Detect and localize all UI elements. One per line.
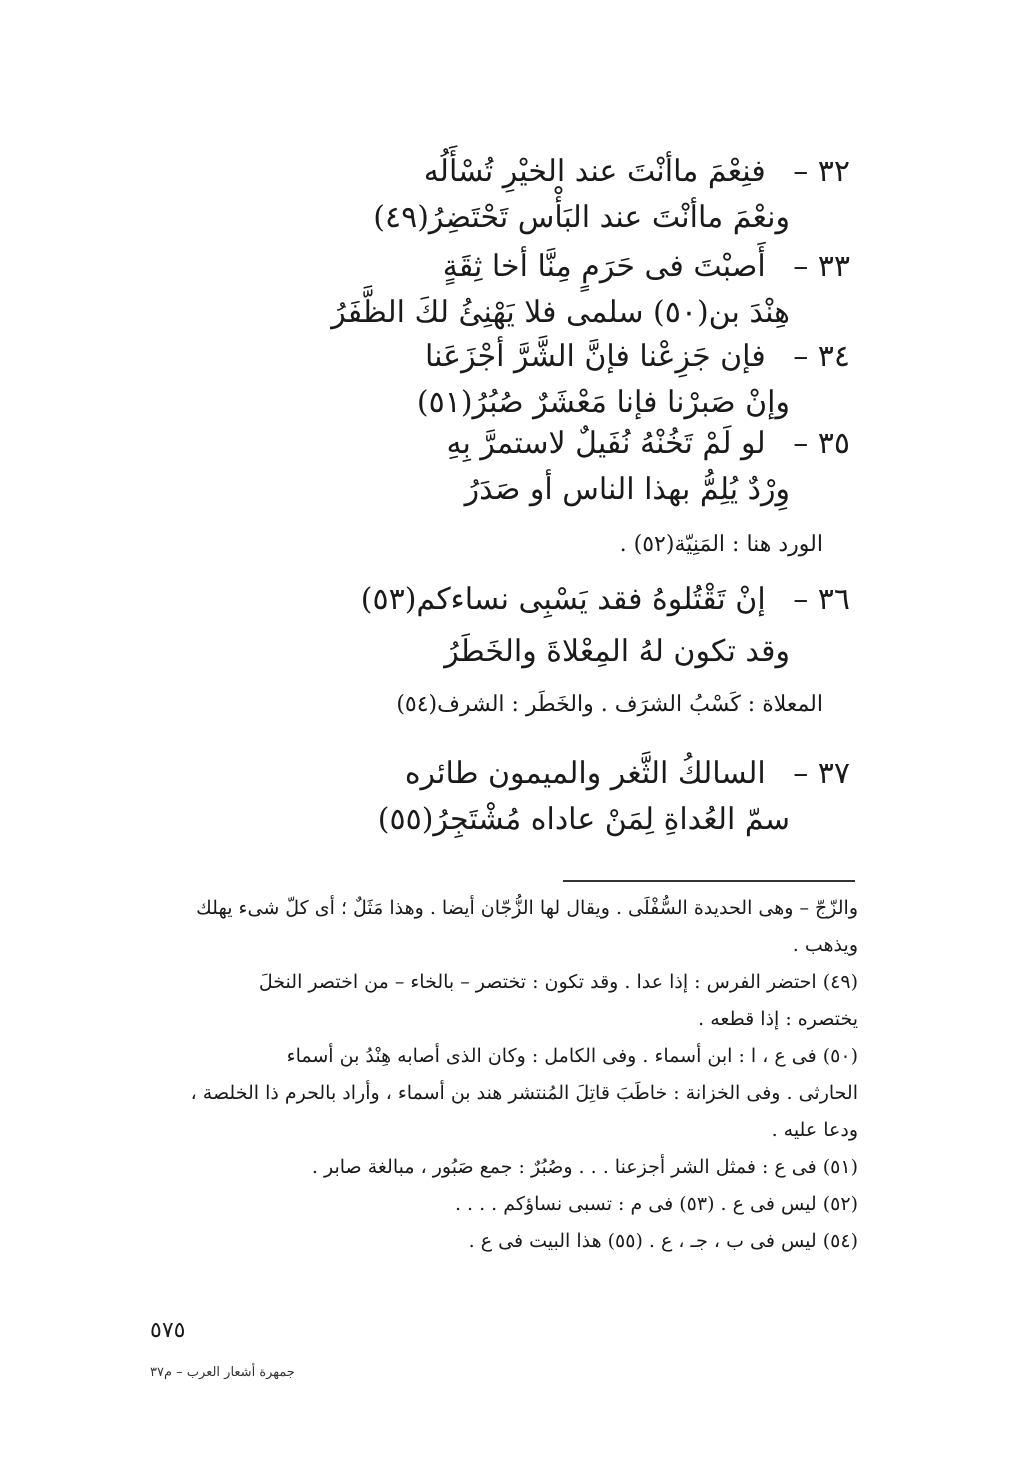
verse-first-hemistich xyxy=(190,335,850,379)
verse-first-hemistich xyxy=(190,422,850,466)
footnote-line: (٥١) فى ع : فمثل الشر أجزعنا . . . وصُبُرٌ : جمع صَبُور ، مبالغة صابر . xyxy=(311,1156,858,1178)
verse-first-hemistich xyxy=(190,578,850,622)
verse-37 xyxy=(150,752,850,848)
verse-second-hemistich: هِنْدَ بن(٥٠) سلمى فلا يَهْنِئُ لكَ الظَّفَرُ xyxy=(331,295,790,330)
footnote-line: والزّجّ – وهى الحديدة السُّفْلَى . ويقال لها الزُّجّان أيضا . وهذا مَثَلٌ ؛ أى كلّ شىء يهلك xyxy=(196,897,858,919)
hemistich-text: السالكُ الثَّغر والميمون طائره xyxy=(404,756,766,791)
gloss-line: المعلاة : كَسْبُ الشرَف . والخَطَر : الشرف(٥٤) xyxy=(396,692,823,717)
verse-second-hemistich: وقد تكون لهُ المِعْلاةَ والخَطَرُ xyxy=(444,634,790,669)
hemistich-text: لو لَمْ تَخُنْهُ نُفَيلٌ لاستمرَّ بِهِ xyxy=(446,426,766,461)
footnote-separator xyxy=(563,880,855,882)
verse-35 xyxy=(150,422,850,518)
hemistich-text: أَصبْتَ فى حَرَمٍ مِنَّا أخا ثِقَةٍ xyxy=(442,249,766,284)
verse-36 xyxy=(150,578,850,674)
verse-33 xyxy=(150,245,850,341)
verse-second-hemistich: وإنْ صَبرْنا فإنا مَعْشَرٌ صُبُرُ(٥١) xyxy=(416,385,790,420)
footnote-line: (٥٢) ليس فى ع . (٥٣) فى م : تسبى نساؤكم . . . . xyxy=(454,1193,858,1215)
hemistich-text: فنِعْمَ ماأنْتَ عند الخيْرِ تُسْأَلُه xyxy=(423,154,766,189)
verse-number: ٣٦ – xyxy=(793,582,850,617)
verse-number: ٣٢ – xyxy=(793,154,850,189)
footnote-line: يختصره : إذا قطعه . xyxy=(698,1008,858,1030)
verse-number: ٣٧ – xyxy=(793,756,850,791)
footnote-line: ويذهب . xyxy=(792,934,858,956)
verse-first-hemistich xyxy=(190,752,850,796)
verse-second-hemistich: سمّ العُداةِ لِمَنْ عاداه مُشْتَجِرُ(٥٥) xyxy=(377,802,790,837)
gloss-line: الورد هنا : المَنِيّة(٥٢) . xyxy=(619,532,823,557)
page-number: ٥٧٥ xyxy=(150,1318,186,1343)
footnote-line: (٥٤) ليس فى ب ، جـ ، ع . (٥٥) هذا البيت فى ع . xyxy=(468,1230,858,1252)
verse-number: ٣٥ – xyxy=(793,426,850,461)
footnote-line: (٤٩) احتضر الفرس : إذا عدا . وقد تكون : تختصر – بالخاء – من اختصر النخلَ xyxy=(258,971,858,993)
footnote-line: الحارثى . وفى الخزانة : خاطَبَ قاتِلَ المُنتشر هند بن أسماء ، وأراد بالحرم ذا الخلصة ، xyxy=(190,1082,858,1104)
verse-first-hemistich xyxy=(190,245,850,289)
printer-signature: جمهرة أشعار العرب – م٣٧ xyxy=(150,1365,295,1380)
hemistich-text: فإن جَزِعْنا فإنَّ الشَّرَّ أجْزَعَنا xyxy=(424,339,766,374)
footnote-line: (٥٠) فى ع ، ا : ابن أسماء . وفى الكامل : وكان الذى أصابه هِنْدُ بن أسماء xyxy=(286,1045,858,1067)
hemistich-text: إنْ تَقْتُلوهُ فقد يَسْبِى نساءكم(٥٣) xyxy=(360,582,766,617)
verse-second-hemistich: ونعْمَ ماأنْتَ عند البَأْس تَحْتَضِرُ(٤٩) xyxy=(373,200,790,235)
verse-number: ٣٣ – xyxy=(793,249,850,284)
verse-second-hemistich: وِرْدٌ يُلِمُّ بهذا الناس أو صَدَرُ xyxy=(464,472,790,507)
verse-first-hemistich xyxy=(190,150,850,194)
verse-34 xyxy=(150,335,850,431)
verse-number: ٣٤ – xyxy=(793,339,850,374)
footnotes xyxy=(158,890,858,1260)
footnote-line: ودعا عليه . xyxy=(771,1119,858,1141)
verse-32 xyxy=(150,150,850,246)
